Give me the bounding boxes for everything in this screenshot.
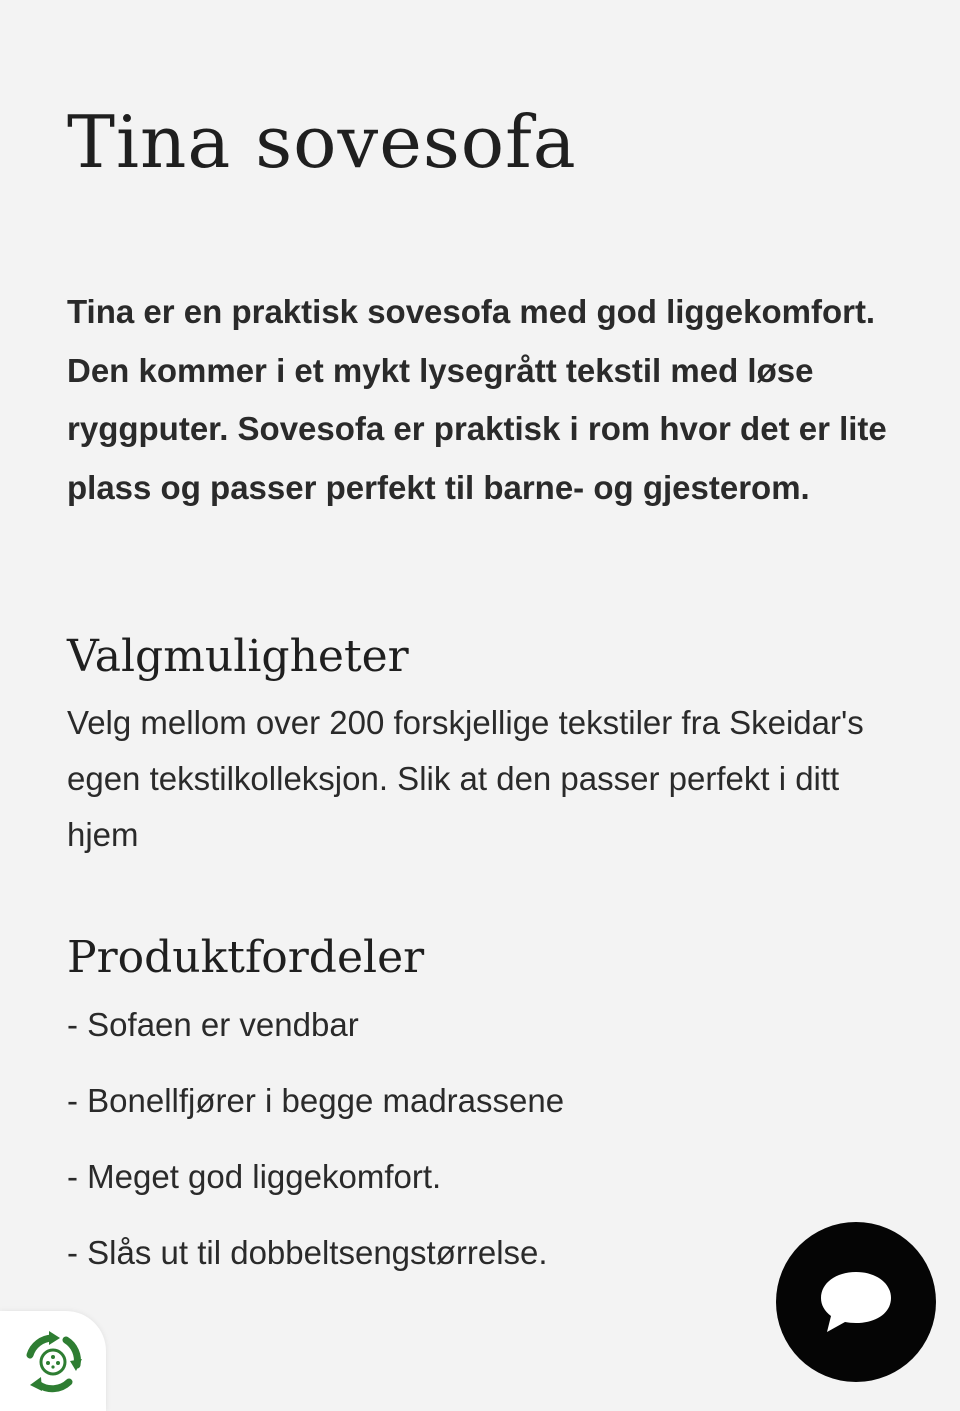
list-item: - Sofaen er vendbar: [67, 1006, 359, 1043]
list-item: - Slås ut til dobbeltsengstørrelse.: [67, 1234, 548, 1271]
chat-button[interactable]: [776, 1222, 936, 1382]
recycle-icon: [16, 1325, 90, 1399]
product-title: Tina sovesofa: [67, 100, 577, 184]
options-heading: Valgmuligheter: [67, 631, 409, 682]
benefits-list: [67, 1002, 564, 1306]
benefits-heading: Produktfordeler: [67, 932, 425, 983]
list-item: - Meget god liggekomfort.: [67, 1158, 442, 1195]
eco-badge-button[interactable]: [0, 1311, 106, 1411]
speech-bubble-icon: [818, 1268, 894, 1336]
list-item: - Bonellfjører i begge madrassene: [67, 1082, 565, 1119]
options-text: Velg mellom over 200 forskjellige tekstiler fra Skeidar's egen tekstilkolleksjon. Slik at den passer perfekt i ditt hjem: [67, 704, 864, 853]
product-intro: Tina er en praktisk sovesofa med god liggekomfort. Den kommer i et mykt lysegrått tekstil med løse ryggputer. Sovesofa er praktisk i rom hvor det er lite plass og passer perfekt til barne- og gjesterom.: [67, 293, 887, 506]
